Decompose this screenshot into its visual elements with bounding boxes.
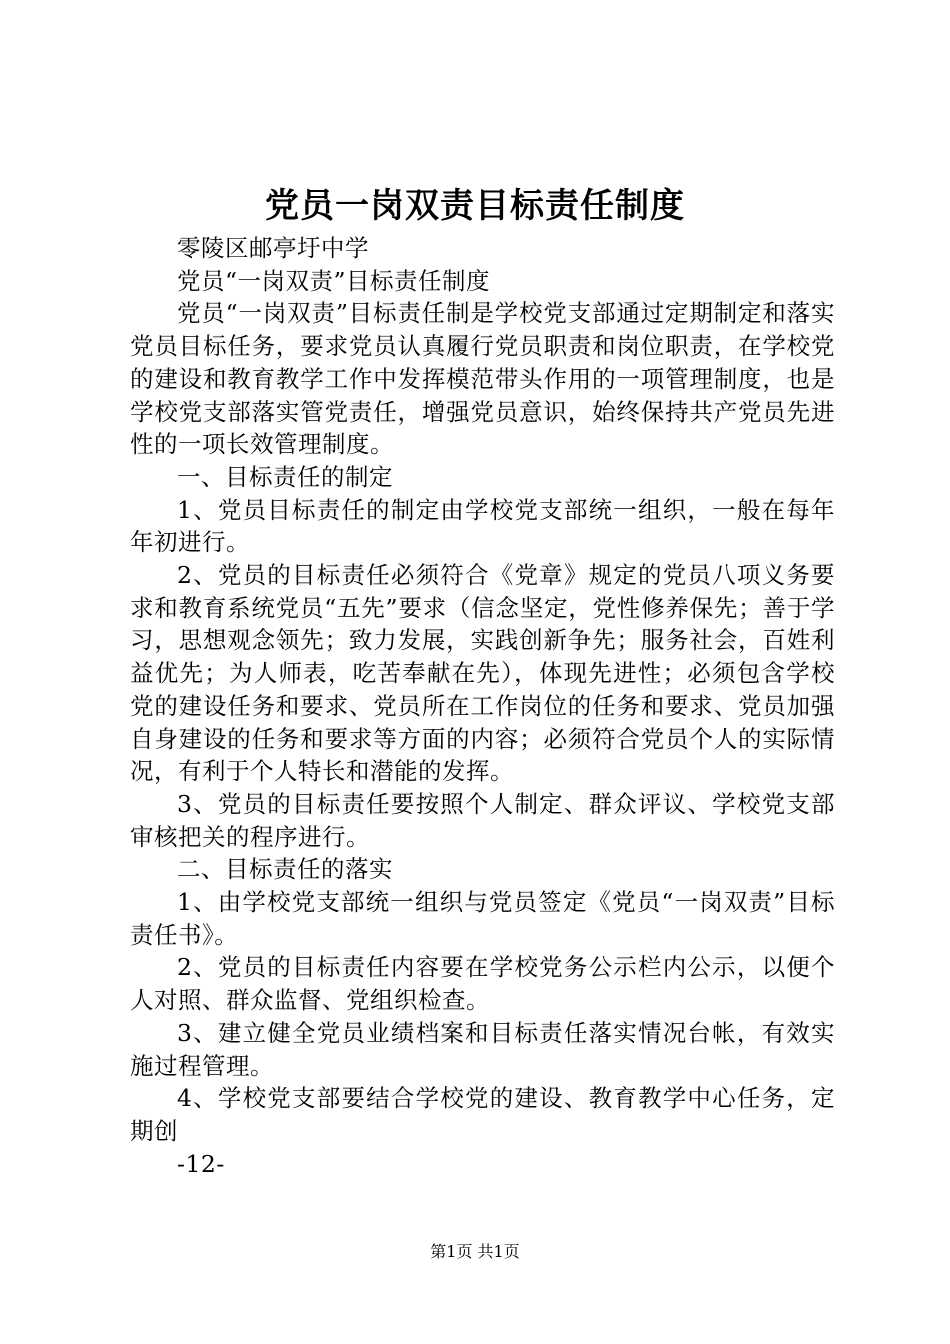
section-1-item-1: 1、党员目标责任的制定由学校党支部统一组织，一般在每年年初进行。 xyxy=(130,495,835,557)
section-heading-2: 二、目标责任的落实 xyxy=(177,855,393,884)
inline-page-number: -12- xyxy=(177,1149,225,1178)
subtitle-line: 党员“一岗双责”目标责任制度 xyxy=(177,266,491,295)
section-2-item-1: 1、由学校党支部统一组织与党员签定《党员“一岗双责”目标责任书》。 xyxy=(130,888,835,949)
document-title: 党员一岗双责目标责任制度 xyxy=(265,186,685,226)
school-name-line: 零陵区邮亭圩中学 xyxy=(177,234,369,262)
intro-paragraph: 党员“一岗双责”目标责任制是学校党支部通过定期制定和落实党员目标任务，要求党员认真履行党员职责和岗位职责，在学校党的建设和教育教学工作中发挥模范带头作用的一项管理制度，也是学校党支部落实管党责任，增强党员意识，始终保持共产党员先进性的一项长效管理制度。 xyxy=(130,299,835,459)
section-2-item-3: 3、建立健全党员业绩档案和目标责任落实情况台帐，有效实施过程管理。 xyxy=(130,1018,835,1080)
document-body xyxy=(130,232,835,1180)
page-footer: 第1页 共1页 xyxy=(430,1242,520,1261)
section-1-item-2: 2、党员的目标责任必须符合《党章》规定的党员八项义务要求和教育系统党员“五先”要求（信念坚定，党性修养保先；善于学习，思想观念领先；致力发展，实践创新争先；服务社会，百姓利益优先；为人师表，吃苦奉献在先），体现先进性；必须包含学校党的建设任务和要求、党员所在工作岗位的任务和要求、党员加强自身建设的任务和要求等方面的内容；必须符合党员个人的实际情况，有利于个人特长和潜能的发挥。 xyxy=(130,561,835,786)
section-heading-1: 一、目标责任的制定 xyxy=(177,462,393,491)
section-1-item-3: 3、党员的目标责任要按照个人制定、群众评议、学校党支部审核把关的程序进行。 xyxy=(130,789,835,851)
section-2-item-2: 2、党员的目标责任内容要在学校党务公示栏内公示，以便个人对照、群众监督、党组织检查。 xyxy=(130,953,835,1015)
section-2-item-4: 4、学校党支部要结合学校党的建设、教育教学中心任务，定期创 xyxy=(130,1084,835,1145)
